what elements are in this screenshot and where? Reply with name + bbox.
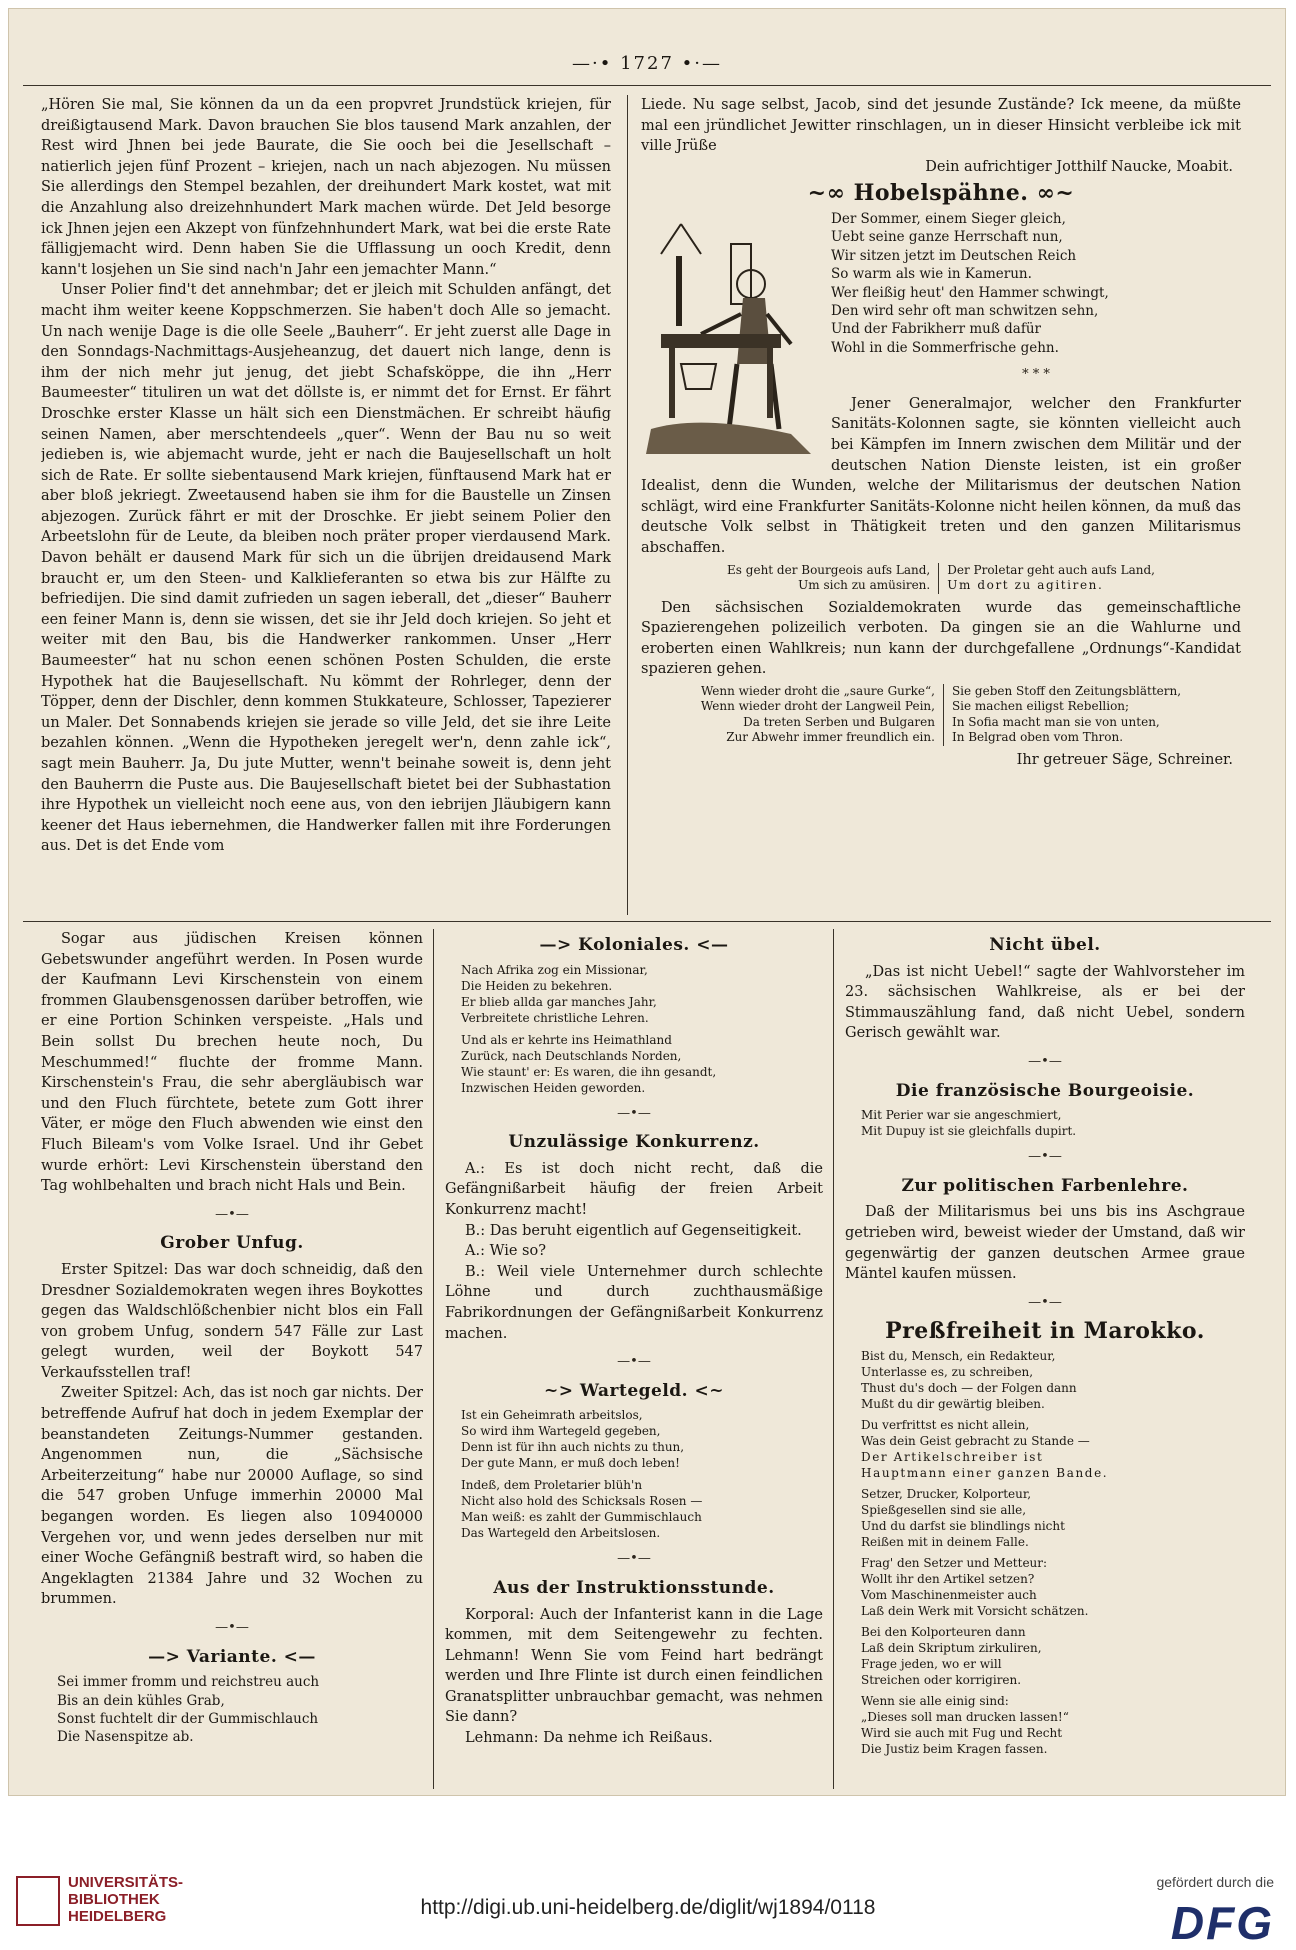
poem-line: Sonst fuchtelt dir der Gummischlauch [57,1711,319,1727]
bottom-column-1 [41,929,423,1789]
poem-line: Den wird sehr oft man schwitzen sehn, [831,303,1099,319]
paragraph-zweiter-spitzel: Zweiter Spitzel: Ach, das ist noch gar nichts. Der betreffende Aufruf hat doch in jedem Exemplar der beanstandeten Zeitungs-Nummer gestanden. Angenommen nun, die „Sächsische Arbeiterzeitung“ habe nur 20000 Auflage, so sind die 547 groben Unfuge immerhin 20000 Mal begangen worden. Es liegen also 10940000 Vergehen vor, und wenn jedes derselben nur mit einer Woche Gefängniß bestraft wird, so haben die Angeklagten 21384 Jahre und 32 Wochen zu brummen. [41,1385,423,1608]
logo-line: HEIDELBERG [68,1908,167,1925]
poem-line: Sei immer fromm und reichstreu auch [57,1674,320,1691]
poem-variante [41,1673,423,1747]
viewer-footer [0,1796,1296,1950]
paragraph-generalmajor: Jener Generalmajor, welcher den Frankfurter Sanitäts-Kolonnen sagte, sie könnten vielleicht auch bei Kämpfen im Innern zwischen dem Militär und der deutschen Nation Dienste leisten, ist ein großer Idealist, denn die Wunden, welche der Militarismus der deutschen Nation schlägt, wird eine Frankfurter Sanitäts-Kolonne nicht heilen können, da muß das deutsche Volk selbst in Thätigkeit treten und den ganzen Militarismus abschaffen. [641,395,1241,556]
poem-line: Das Wartegeld den Arbeitslosen. [461,1526,661,1541]
ornament: —•— [617,1105,651,1121]
top-left-column [41,95,611,915]
poem-line: Mit Dupuy ist sie gleichfalls dupirt. [861,1124,1077,1139]
poem-line: Wie staunt' er: Es waren, die ihn gesandt, [461,1064,717,1079]
paragraph-kirschenstein: Sogar aus jüdischen Kreisen können Gebetswunder angeführt werden. In Posen wurde der Kaufmann Levi Kirschenstein von einem frommen Glaubensgenossen darüber betroffen, wie er eine Portion Schinken verspeiste. „Hals und Bein sollst Du brechen heute noch, Du Meschummed!“ fluchte der fromme Mann. Kirschenstein's Frau, die sehr abergläubisch war und den Fluch fürchtete, betete zum Gott ihrer Väter, er möge den Fluch abwenden wie einst den Fluch Bileam's vom Volke Israel. Und ihr Gebet wurde erhört: Levi Kirschenstein überstand den Tag wohlbehalten und brach nicht Hals und Bein. [41,931,423,1195]
poem-line: Wer fleißig heut' den Hammer schwingt, [831,284,1109,301]
couplet-line: Zur Abwehr immer freundlich ein. [726,730,935,745]
title-franzoesische-bourgeoisie: Die französische Bourgeoisie. [895,1080,1195,1101]
couplet-line: In Belgrad oben vom Thron. [951,730,1124,745]
poem-line: Vom Maschinenmeister auch [861,1587,1037,1602]
column-divider [833,929,834,1789]
poem-line: So wird ihm Wartegeld gegeben, [461,1424,661,1439]
letter-signature: Dein aufrichtiger Jotthilf Naucke, Moabit. [925,158,1233,175]
poem-line: Ist ein Geheimrath arbeitslos, [461,1408,643,1423]
poem-line: Wollt ihr den Artikel setzen? [861,1571,1035,1586]
star-separator: * * * [1022,367,1050,383]
top-right-column [641,95,1241,915]
couplet-line: Wenn wieder droht die „saure Gurke“, [700,683,935,698]
poem-line: Uebt seine ganze Herrschaft nun, [831,229,1063,246]
poem-line: Nach Afrika zog ein Missionar, [461,962,648,977]
poem-line: Der gute Mann, er muß doch leben! [461,1456,680,1471]
couplet-line: Sie geben Stoff den Zeitungsblättern, [951,683,1182,698]
couplet-bourgeoisie [845,1107,1245,1139]
poem-line: Streichen oder korrigiren. [861,1672,1022,1687]
poem-line: Laß dein Werk mit Vorsicht schätzen. [861,1603,1089,1618]
dialog-line: A.: Es ist doch nicht recht, daß die Gefängnißarbeit häufig der freien Arbeit Konkurrenz macht! [445,1160,823,1218]
ornament: —•— [215,1206,249,1222]
bottom-column-2 [445,929,823,1789]
title-grober-unfug: Grober Unfug. [160,1233,304,1254]
poem-line: Man weiß: es zahlt der Gummischlauch [461,1510,702,1525]
poem-line: Thust du's doch — der Folgen dann [861,1380,1077,1395]
poem-line: Was dein Geist gebracht zu Stande — [861,1433,1090,1448]
poem-line: Zurück, nach Deutschlands Norden, [461,1048,682,1063]
paragraph-farbenlehre: Daß der Militarismus bei uns bis ins Aschgraue getrieben wird, beweist wieder der Umstand, daß wir gegenwärtig der ganzen deutschen Armee graue Mäntel kaufen müssen. [845,1204,1245,1283]
ornament: —•— [617,1354,651,1370]
ornament: —•— [215,1620,249,1635]
poem-line: Nicht also hold des Schicksals Rosen — [461,1494,703,1509]
poem-line: Frag' den Setzer und Metteur: [861,1555,1048,1570]
poem-line: So warm als wie in Kamerun. [831,266,1032,283]
couplet-line: Um dort zu agitiren. [947,578,1104,593]
ornament: —•— [1028,1149,1062,1165]
poem-line: Mußt du dir gewärtig bleiben. [861,1396,1045,1411]
section-title-hobelspaehne: ~∞ Hobelspähne. ∞~ [807,180,1075,207]
poem-line: Wohl in die Sommerfrische gehn. [831,339,1059,356]
ornament: —•— [1028,1053,1062,1069]
poem-line: Verbreitete christliche Lehren. [461,1010,649,1025]
letter-continuation: Liede. Nu sage selbst, Jacob, sind det jesunde Zustände? Ick meene, da müßte mal een jründlichet Jewitter rinschlagen, un in dieser Hinsicht verbleibe ick mit ville Jrüße [641,97,1241,155]
newspaper-page [8,8,1286,1796]
title-nicht-uebel: Nicht übel. [989,935,1101,955]
poem-line: Du verfrittst es nicht allein, [861,1417,1030,1432]
title-pressfreiheit: Preßfreiheit in Marokko. [885,1318,1205,1345]
carpenter-illustration [641,214,821,464]
poem-line: Hauptmann einer ganzen Bande. [861,1465,1109,1480]
logo-line: UNIVERSITÄTS- [68,1874,184,1891]
title-variante: —> Variante. <— [148,1646,316,1667]
poem-line: Indeß, dem Proletarier blüh'n [461,1478,643,1493]
poem-line: „Dieses soll man drucken lassen!“ [861,1709,1069,1724]
poem-line: Frage jeden, wo er will [861,1656,1002,1671]
poem-line: Und der Fabrikherr muß dafür [831,321,1041,338]
permalink-url[interactable]: http://digi.ub.uni-heidelberg.de/diglit/wj1894/0118 [420,1896,876,1919]
couplet-line: Da treten Serben und Bulgaren [743,714,935,729]
page-number: —·• 1727 •·— [572,53,722,74]
column-divider [627,95,628,915]
poem-line: Bis an dein kühles Grab, [57,1692,225,1709]
title-instruktionsstunde: Aus der Instruktionsstunde. [493,1577,775,1598]
ornament: —•— [1028,1294,1062,1310]
title-farbenlehre: Zur politischen Farbenlehre. [901,1175,1189,1196]
poem-line: Wir sitzen jetzt im Deutschen Reich [831,247,1077,264]
paragraph-saxon-socialists: Den sächsischen Sozialdemokraten wurde das gemeinschaftliche Spazierengehen polizeilich verboten. Da gingen sie an die Wahlurne und eroberten einen Wahlkreis; nun kann der durchgefallene „Ordnungs“-Kandidat spazieren gehen. [641,599,1241,678]
poem-line: Reißen mit in deinem Falle. [861,1534,1029,1549]
couplet-line: Wenn wieder droht der Langweil Pein, [700,699,935,714]
title-koloniales: —> Koloniales. <— [539,935,729,955]
couplet-line: Sie machen eiligst Rebellion; [951,699,1130,714]
poem-line: Spießgesellen sind sie alle, [861,1502,1027,1517]
dialog-line: A.: Wie so? [465,1243,546,1260]
couplet-line: Der Proletar geht auch aufs Land, [947,562,1155,577]
poem-pressfreiheit [845,1348,1245,1757]
bottom-column-3 [845,929,1245,1789]
title-wartegeld: ~> Wartegeld. <~ [543,1380,725,1401]
poem-line: Wenn sie alle einig sind: [861,1693,1009,1708]
paragraph-lehmann: Lehmann: Da nehme ich Reißaus. [465,1730,713,1747]
paragraph-nicht-uebel: „Das ist nicht Uebel!“ sagte der Wahlvorsteher im 23. sächsischen Wahlkreise, als er bei der Stimmauszählung fand, daß nicht Uebel, sondern Gerisch gewählt war. [845,963,1245,1042]
section-rule [23,921,1271,922]
title-unzulaessige-konkurrenz: Unzulässige Konkurrenz. [508,1132,760,1153]
paragraph: „Hören Sie mal, Sie können da un da een propvret Jrundstück kriejen, für dreißigtausend Mark. Davon brauchen Sie blos tausend Mark anzahlen, der Rest wird Jhnen bei jede Baurate, die Sie ooch bei die Jesellschaft – natierlich jejen fünf Prozent – kriejen, nach un nach abjezogen. Nu müssen Sie allerdings den Stempel bezahlen, der dreihundert Mark kostet, wat mit die Anzahlung also dreizehnhundert Mark machen würde. Det Jeld besorge ick Jhnen jejen een Akzept von fünfzehnhundert Mark, wat bei die erste Rate fälligjemacht wird. Denn haben Sie die Ufflassung un ooch Kredit, denn kann't losjehen un Sie sind nach'n Jahr een jemachter Mann.“ [41,97,611,278]
couplet-line: Es geht der Bourgeois aufs Land, [727,562,931,577]
poem-line: Die Justiz beim Kragen fassen. [861,1741,1048,1756]
ornament: —•— [617,1551,651,1567]
couplet-pair [641,563,1241,594]
funded-by-label: gefördert durch die [1156,1874,1274,1890]
poem-line: Der Artikelschreiber ist [861,1449,1044,1464]
poem-line: Setzer, Drucker, Kolporteur, [861,1486,1032,1501]
poem-line: Wird sie auch mit Fug und Recht [861,1725,1063,1740]
poem-line: Die Heiden zu bekehren. [461,978,613,993]
poem-line: Bist du, Mensch, ein Redakteur, [861,1348,1056,1363]
poem-line: Die Nasenspitze ab. [57,1729,194,1746]
poem-line: Er blieb allda gar manches Jahr, [461,994,657,1009]
poem-line: Bei den Kolporteuren dann [861,1624,1026,1639]
paragraph-erster-spitzel: Erster Spitzel: Das war doch schneidig, daß den Dresdner Sozialdemokraten wegen ihres Boykottes gegen das Waldschlößchenbier nicht blos ein Fall von grobem Unfug, sondern 547 Fälle zur Last gelegt wurden, weil der Boykott 547 Verkaufsstellen traf! [41,1261,423,1381]
poem-line: Der Sommer, einem Sieger gleich, [831,210,1066,227]
couplet-line: Um sich zu amüsiren. [798,578,931,593]
closing-signature: Ihr getreuer Säge, Schreiner. [1016,751,1233,768]
poem-line: Und als er kehrte ins Heimathland [461,1032,672,1047]
column-divider [433,929,434,1789]
dialog-line: B.: Weil viele Unternehmer durch schlechte Löhne und durch zuchthausmäßige Fabrikordnungen der Gefängnißarbeit Konkurrenz machen. [445,1263,823,1342]
paragraph-korporal: Korporal: Auch der Infanterist kann in die Lage kommen, mit dem Seitengewehr zu fechten. Lehmann! Wenn Sie vom Feind hart bedrängt werden und Ihre Flinte ist durch einen feindlichen Granatsplitter unbrauchbar gemacht, was nehmen Sie dann? [445,1606,823,1726]
poem-line: Und du darfst sie blindlings nicht [861,1518,1065,1533]
header-rule [23,85,1271,86]
poem-line: Mit Perier war sie angeschmiert, [861,1108,1062,1123]
poem-line: Inzwischen Heiden geworden. [461,1080,646,1095]
poem-line: Denn ist für ihn auch nichts zu thun, [461,1440,685,1455]
dialog-line: B.: Das beruht eigentlich auf Gegenseitigkeit. [465,1222,802,1239]
poem-line: Unterlasse es, zu schreiben, [861,1364,1034,1379]
dfg-logo[interactable]: DFG [1170,1897,1274,1949]
poem-wartegeld [445,1407,823,1541]
poem-line: Laß dein Skriptum zirkuliren, [861,1640,1042,1655]
logo-line: BIBLIOTHEK [68,1891,160,1908]
poem-koloniales [445,962,823,1096]
couplet-line: In Sofia macht man sie von unten, [951,714,1160,729]
paragraph: Unser Polier find't det annehmbar; det er jleich mit Schulden anfängt, det macht ihm weiter keene Koppschmerzen. Sie haben't doch Alle so jemacht. Un nach wenije Dage is die olle Seele „Bauherr“. Er jeht zuerst alle Dage in den Sonndags-Nachmittags-Ausjeheanzug, det dauert nich lange, denn is ihm der nich mehr jut jenug, det jiebt Schafsköppe, die ihn „Herr Baumeester“ tituliren un wat det döllste is, er nimmt det for Ernst. Er fährt Droschke erster Klasse un hält sich een Dienstmächen. Er schreibt häufig seinen Namen, aber merschtendeels „quer“. Wenn der Bau nu so weit jedieben is, wie abjemacht wurde, jeht er nach die Baujesellschaft un holt sich de Rate. Er sollte siebentausend Mark kriejen, fünftausend Mark hat er aber bloß jekriegt. Zweetausend haben sie ihm for die Baustelle un Zinsen abjezogen. Zurück fährt er mit der Droschke. Er jiebt seinem Polier den Arbeetslohn für de Leute, da bleiben noch präter proper vierdausend Mark. Davon behält er dausend Mark für sich un die übrijen dreidausend Mark braucht er, um den Steen- und Kalklieferanten so etwa bis zur Hälfte zu befriedijen. Die sind damit zufrieden un sagen ieberall, det „dieser“ Bauherr een feiner Mann is, denn sie wissen, det sie ihr Jeld doch kriejen. So jeht et weiter mit den Bau, bis die Handwerker rankommen. Unser „Herr Baumeester“ hat nu schon eenen schönen Posten Schulden, die erste Hypothek hat die Baujesellschaft. Nu kömmt der Rohrleger, denn der Töpper, denn der Dischler, denn kommen Stukkateure, Schlosser, Tapezierer un Maler. Det Sonnabends kriejen sie jerade so ville Jeld, det sie ihre Leite bezahlen können. „Wenn die Hypotheken jeregelt wer'n, denn zahle ick“, sagt mein Bauherr. Ja, Du jute Mutter, wenn't beinahe soweit is, denn jeht den Bauherrn die Puste aus. Die Baujesellschaft bietet bei der Subhastation ihre Hypothek un vielleicht noch eene aus, von den iebrijen Jläubigern kann keener det Haus iebernehmen, die Handwerker fallen mit ihre Forderungen aus. Det is det Ende vom [41,282,611,855]
couplet-pair [641,684,1241,746]
